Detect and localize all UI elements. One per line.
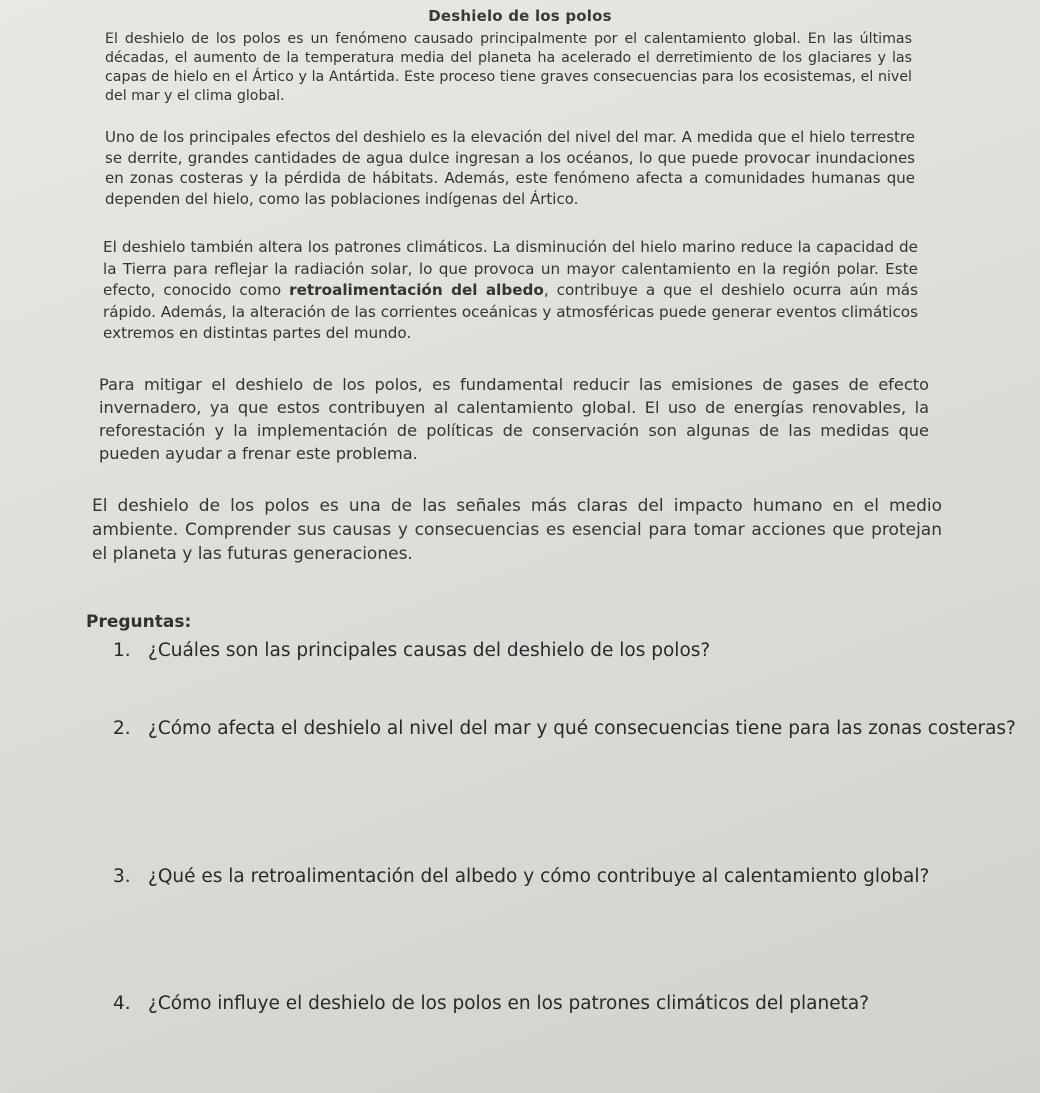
question-4: [113, 993, 869, 1014]
document-title: Deshielo de los polos: [428, 7, 612, 25]
paragraph-sea-level: Uno de los principales efectos del deshielo es la elevación del nivel del mar. A medida que el hielo terrestre se derrite, grandes cantidades de agua dulce ingresan a los océanos, lo que puede provocar inundaciones en zonas costeras y la pérdida de hábitats. Además, este fenómeno afecta a comunidades humanas que dependen del hielo, como las poblaciones indígenas del Ártico.: [105, 128, 915, 208]
paragraph-intro: El deshielo de los polos es un fenómeno causado principalmente por el calentamiento global. En las últimas décadas, el aumento de la temperatura media del planeta ha acelerado el derretimiento de los glaciares y las capas de hielo en el Ártico y la Antártida. Este proceso tiene graves consecuencias para los ecosistemas, el nivel del mar y el clima global.: [105, 31, 912, 104]
question-text: ¿Cómo influye el deshielo de los polos en los patrones climáticos del planeta?: [148, 993, 870, 1014]
question-text: ¿Cómo afecta el deshielo al nivel del mar y qué consecuencias tiene para las zonas costeras?: [148, 718, 1016, 739]
paragraph-climate-text-start: El deshielo también altera los patrones climáticos. La disminución del hielo marino reduce la capacidad de la Tierra para reflejar la radiación solar, lo que provoca un mayor calentamiento en la región polar. Este efecto, conocido como: [103, 238, 918, 299]
question-2: [113, 718, 1016, 739]
question-number: 1.: [113, 640, 131, 661]
paragraph-climate-text-end: , contribuye a que el deshielo ocurra aún más rápido. Además, la alteración de las corrientes oceánicas y atmosféricas puede generar eventos climáticos extremos en distintas partes del mundo.: [103, 281, 919, 342]
albedo-term: retroalimentación del albedo: [289, 281, 544, 299]
paragraph-climate-patterns: [103, 237, 918, 345]
question-number: 3.: [113, 866, 131, 887]
questions-heading: Preguntas:: [86, 612, 192, 632]
question-number: 2.: [113, 718, 131, 739]
question-1: [113, 640, 710, 661]
paragraph-mitigation: Para mitigar el deshielo de los polos, es fundamental reducir las emisiones de gases de efecto invernadero, ya que estos contribuyen al calentamiento global. El uso de energías renovables, la reforestación y la implementación de políticas de conservación son algunas de las medidas que pueden ayudar a frenar este problema.: [99, 375, 929, 463]
question-text: ¿Qué es la retroalimentación del albedo y cómo contribuye al calentamiento global?: [148, 866, 930, 887]
paragraph-conclusion: El deshielo de los polos es una de las señales más claras del impacto humano en el medio ambiente. Comprender sus causas y consecuencias es esencial para tomar acciones que protejan el planeta y las futuras generaciones.: [92, 496, 942, 564]
question-3: [113, 866, 929, 887]
question-number: 4.: [113, 993, 131, 1014]
question-text: ¿Cuáles son las principales causas del deshielo de los polos?: [148, 640, 711, 661]
